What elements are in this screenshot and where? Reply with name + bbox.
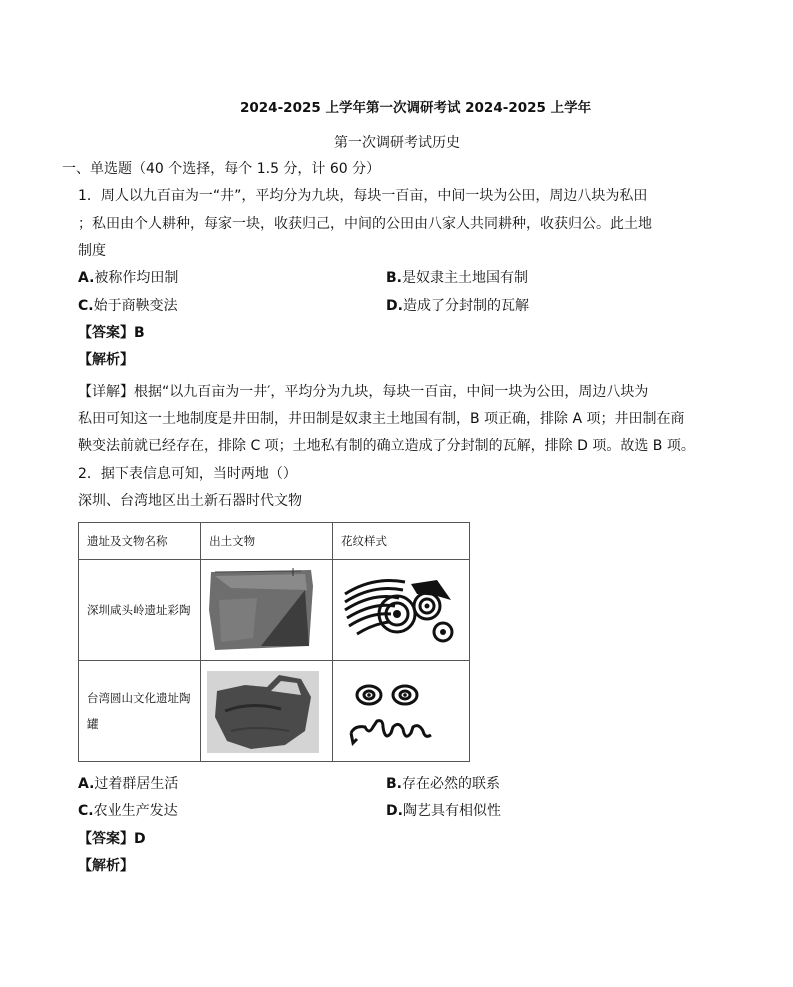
q1-option-a[interactable] xyxy=(78,268,178,288)
exam-title-line2: 第一次调研考试历史 xyxy=(334,135,460,151)
q2-option-a[interactable] xyxy=(78,774,178,794)
table-cell-site-name: 深圳咸头岭遗址彩陶 xyxy=(79,560,201,661)
option-letter: B. xyxy=(386,776,402,792)
q1-analysis-label: 【解析】 xyxy=(78,352,134,368)
q1-option-d[interactable] xyxy=(386,296,529,316)
table-row xyxy=(79,661,470,762)
q2-stem: 2．据下表信息可知，当时两地（） xyxy=(78,466,297,482)
concentric-circle-pattern xyxy=(333,560,469,660)
exam-title-line1: 2024-2025 上学年第一次调研考试 2024-2025 上学年 xyxy=(240,100,592,116)
option-text: 被称作均田制 xyxy=(94,270,179,286)
q1-option-b[interactable] xyxy=(386,268,528,288)
option-letter: A. xyxy=(78,270,95,286)
answer-label: 【答案】 xyxy=(78,831,134,847)
q2-option-d[interactable] xyxy=(386,801,501,821)
option-letter: C. xyxy=(78,298,94,314)
option-letter: C. xyxy=(78,803,94,819)
eye-and-wave-pattern xyxy=(333,661,469,761)
q1-stem-line3: 制度 xyxy=(78,243,106,259)
option-text: 是奴隶主土地国有制 xyxy=(402,270,528,286)
painted-pottery-photo xyxy=(201,560,325,660)
option-text: 过着群居生活 xyxy=(94,776,179,792)
table-header-cell: 遗址及文物名称 xyxy=(79,523,201,560)
table-cell-site-name: 台湾圆山文化遗址陶罐 xyxy=(79,661,201,762)
q1-answer xyxy=(78,323,145,343)
table-header-row xyxy=(79,523,470,560)
option-text: 始于商鞅变法 xyxy=(93,298,178,314)
q1-detail-line1: 【详解】根据“以九百亩为一井′，平均分为九块，每块一百亩，中间一块为公田，周边八块为 xyxy=(78,384,649,400)
q1-stem-line2: ；私田由个人耕种，每家一块，收获归己，中间的公田由八家人共同耕种，收获归公。此土地 xyxy=(78,216,652,232)
artifact-table xyxy=(78,522,470,762)
q1-detail-line2: 私田可知这一土地制度是井田制，井田制是奴隶主土地国有制，B 项正确，排除 A 项；井田制在商 xyxy=(78,411,685,427)
answer-value: D xyxy=(134,831,146,847)
q2-option-c[interactable] xyxy=(78,801,178,821)
section-heading: 一、单选题（40 个选择，每个 1.5 分，计 60 分） xyxy=(62,161,381,177)
q2-analysis-label: 【解析】 xyxy=(78,858,134,874)
option-letter: B. xyxy=(386,270,402,286)
table-cell-pattern xyxy=(333,560,470,661)
q1-stem-line1: 1．周人以九百亩为一“井”，平均分为九块，每块一百亩，中间一块为公田，周边八块为私田 xyxy=(78,188,648,204)
option-text: 陶艺具有相似性 xyxy=(402,803,501,819)
table-cell-artifact-photo xyxy=(201,661,333,762)
table-header-cell: 出土文物 xyxy=(201,523,333,560)
answer-label: 【答案】 xyxy=(78,325,134,341)
q2-option-b[interactable] xyxy=(386,774,500,794)
q2-table-caption: 深圳、台湾地区出土新石器时代文物 xyxy=(78,493,302,509)
option-text: 农业生产发达 xyxy=(93,803,178,819)
table-row xyxy=(79,560,470,661)
option-letter: D. xyxy=(386,298,403,314)
option-letter: A. xyxy=(78,776,95,792)
option-text: 存在必然的联系 xyxy=(402,776,500,792)
option-letter: D. xyxy=(386,803,403,819)
q1-option-c[interactable] xyxy=(78,296,178,316)
option-text: 造成了分封制的瓦解 xyxy=(402,298,529,314)
table-header-cell: 花纹样式 xyxy=(333,523,470,560)
q2-answer xyxy=(78,829,146,849)
table-cell-pattern xyxy=(333,661,470,762)
answer-value: B xyxy=(134,325,145,341)
q1-detail-line3: 鞅变法前就已经存在，排除 C 项；土地私有制的确立造成了分封制的瓦解，排除 D 项。故选 B 项。 xyxy=(78,438,695,454)
table-cell-artifact-photo xyxy=(201,560,333,661)
pottery-jar-photo xyxy=(201,661,325,761)
